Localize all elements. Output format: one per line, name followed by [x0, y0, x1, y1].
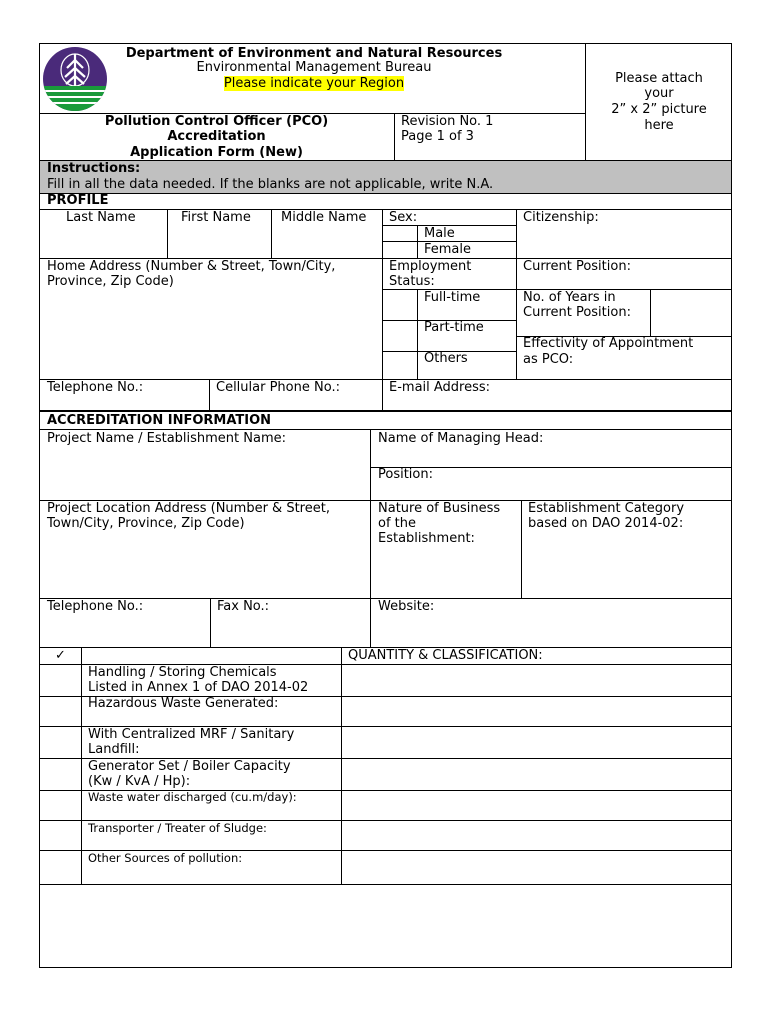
divider — [167, 209, 168, 258]
nature-of-business-label: of the — [378, 516, 416, 531]
form-title: Pollution Control Officer (PCO) — [104, 114, 329, 129]
revision-number: Revision No. 1 — [401, 114, 494, 129]
divider — [516, 209, 517, 379]
divider — [209, 379, 210, 411]
denr-logo — [42, 46, 108, 112]
instructions-text: Fill in all the data needed. If the blanks are not applicable, write N.A. — [47, 177, 494, 192]
effectivity-label: Effectivity of Appointment — [523, 336, 694, 351]
source-label-chemicals: Handling / Storing Chemicals — [88, 665, 277, 680]
citizenship-label: Citizenship: — [523, 210, 599, 225]
divider — [39, 193, 732, 194]
photo-note: Please attach — [615, 71, 703, 86]
establishment-category-label: based on DAO 2014-02: — [528, 516, 684, 531]
effectivity-label: as PCO: — [523, 352, 574, 367]
divider — [650, 289, 651, 336]
divider — [210, 598, 211, 647]
divider — [417, 225, 418, 258]
current-position-label: Current Position: — [523, 259, 631, 274]
employment-status-label: Employment — [389, 259, 472, 274]
region-note: Please indicate your Region — [223, 76, 405, 91]
project-name-label: Project Name / Establishment Name: — [47, 431, 287, 446]
instructions-label: Instructions: — [47, 161, 141, 176]
managing-head-label: Name of Managing Head: — [378, 431, 544, 446]
establishment-category-label: Establishment Category — [528, 501, 685, 516]
divider — [394, 113, 395, 161]
accreditation-section-title: ACCREDITATION INFORMATION — [47, 413, 272, 428]
divider — [341, 647, 342, 884]
nature-of-business-label: Nature of Business — [378, 501, 501, 516]
bureau-name: Environmental Management Bureau — [196, 60, 432, 75]
employment-option-part-time: Part-time — [424, 320, 484, 335]
divider — [39, 410, 732, 412]
nature-of-business-label: Establishment: — [378, 531, 475, 546]
sex-option-male: Male — [424, 226, 455, 241]
divider — [271, 209, 272, 258]
divider — [81, 647, 82, 884]
position-label: Position: — [378, 467, 433, 482]
divider — [39, 429, 732, 430]
source-label-mrf-landfill: With Centralized MRF / Sanitary — [88, 727, 295, 742]
employment-option-full-time: Full-time — [424, 290, 481, 305]
source-label-mrf-landfill: Landfill: — [88, 742, 140, 757]
employment-option-others: Others — [424, 351, 468, 366]
source-label-waste-water: Waste water discharged (cu.m/day): — [88, 790, 297, 804]
form-title: Accreditation — [167, 129, 266, 144]
telephone-label: Telephone No.: — [47, 380, 144, 395]
email-label: E-mail Address: — [389, 380, 491, 395]
source-label-hazardous-waste: Hazardous Waste Generated: — [88, 696, 279, 711]
home-address-label: Home Address (Number & Street, Town/City, — [47, 259, 336, 274]
sex-option-female: Female — [424, 242, 472, 257]
denr-logo-icon — [42, 46, 108, 112]
source-label-sludge: Transporter / Treater of Sludge: — [88, 821, 267, 835]
photo-note: here — [644, 118, 674, 133]
photo-note: 2” x 2” picture — [611, 102, 707, 117]
photo-note: your — [644, 86, 674, 101]
fax-label: Fax No.: — [217, 599, 270, 614]
checkmark-icon: ✓ — [55, 648, 66, 663]
years-label: No. of Years in — [523, 290, 616, 305]
home-address-label: Province, Zip Code) — [47, 274, 174, 289]
source-label-generator: (Kw / KvA / Hp): — [88, 774, 191, 789]
last-name-label: Last Name — [66, 210, 136, 225]
sex-label: Sex: — [389, 210, 418, 225]
divider — [39, 884, 732, 885]
divider — [39, 209, 732, 210]
org-name: Department of Environment and Natural Resources — [125, 46, 503, 61]
years-label: Current Position: — [523, 305, 631, 320]
website-label: Website: — [378, 599, 435, 614]
form-title: Application Form (New) — [130, 145, 303, 160]
divider — [370, 429, 371, 647]
middle-name-label: Middle Name — [281, 210, 367, 225]
quantity-classification-header: QUANTITY & CLASSIFICATION: — [348, 648, 543, 663]
divider — [521, 500, 522, 598]
page-number: Page 1 of 3 — [401, 129, 474, 144]
profile-section-title: PROFILE — [47, 193, 109, 208]
first-name-label: First Name — [181, 210, 251, 225]
accreditation-telephone-label: Telephone No.: — [47, 599, 144, 614]
divider — [417, 289, 418, 379]
source-label-chemicals: Listed in Annex 1 of DAO 2014-02 — [88, 680, 309, 695]
divider — [382, 209, 383, 411]
source-label-other: Other Sources of pollution: — [88, 851, 243, 865]
employment-status-label: Status: — [389, 274, 435, 289]
cellular-label: Cellular Phone No.: — [216, 380, 340, 395]
project-location-label: Project Location Address (Number & Street, — [47, 501, 330, 516]
project-location-label: Town/City, Province, Zip Code) — [47, 516, 245, 531]
source-label-generator: Generator Set / Boiler Capacity — [88, 759, 291, 774]
